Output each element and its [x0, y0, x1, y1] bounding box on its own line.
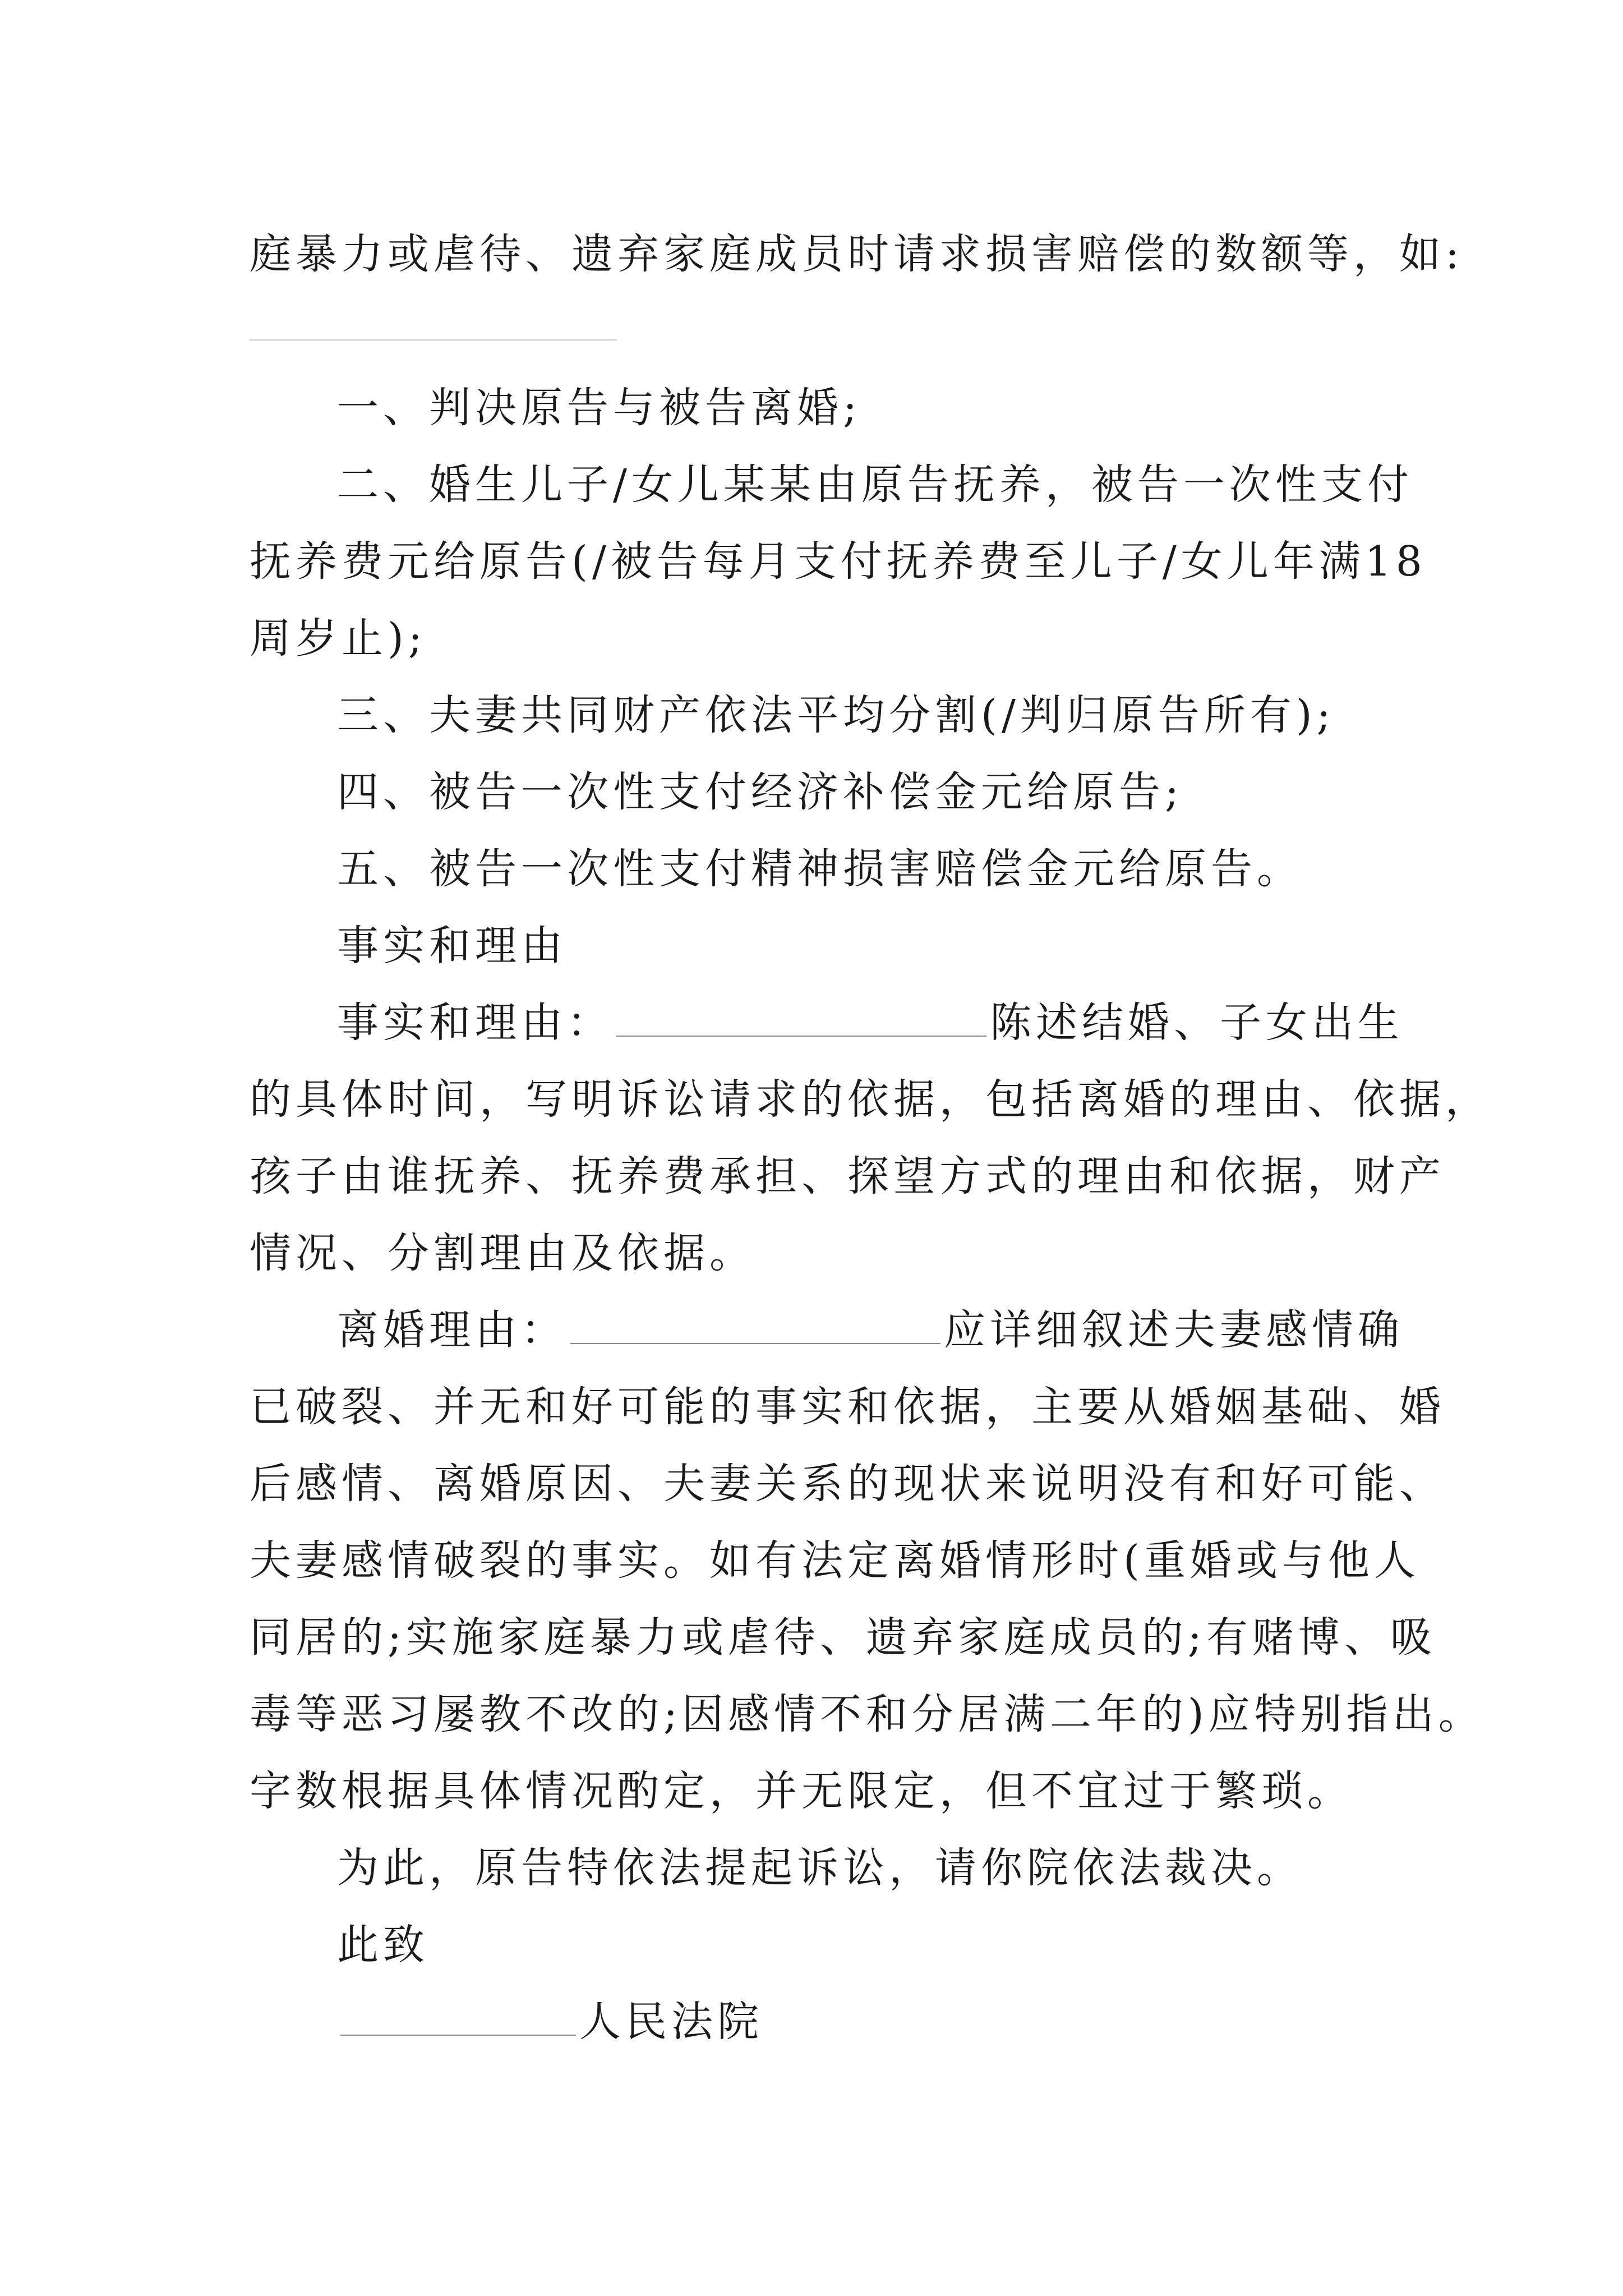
- intro-line: 庭暴力或虐待、遗弃家庭成员时请求损害赔偿的数额等，如:: [250, 230, 1464, 278]
- facts-line: 情况、分割理由及依据。: [250, 1229, 755, 1277]
- reason-line: 已破裂、并无和好可能的事实和依据，主要从婚姻基础、婚: [250, 1383, 1445, 1431]
- facts-line: 的具体时间，写明诉讼请求的依据，包括离婚的理由、依据，: [250, 1075, 1491, 1124]
- reason-line: 毒等恶习屡教不改的;因感情不和分居满二年的)应特别指出。: [250, 1690, 1484, 1738]
- claim-item-2-cont: 周岁止);: [250, 614, 427, 662]
- closing-line: 为此，原告特依法提起诉讼，请你院依法裁决。: [337, 1844, 1303, 1892]
- facts-after-blank: 陈述结婚、子女出生: [990, 999, 1404, 1047]
- facts-line: 孩子由谁抚养、抚养费承担、探望方式的理由和依据，财产: [250, 1152, 1445, 1200]
- facts-first-line: [250, 984, 1404, 1061]
- claim-item-5: 五、被告一次性支付精神损害赔偿金元给原告。: [337, 845, 1303, 893]
- spacer: [250, 293, 1388, 370]
- reason-after-blank: 应详细叙述夫妻感情确: [944, 1306, 1404, 1354]
- claim-item-3: 三、夫妻共同财产依法平均分割(/判归原告所有);: [337, 691, 1335, 739]
- claim-item-2-cont: 抚养费元给原告(/被告每月支付抚养费至儿子/女儿年满18: [250, 537, 1427, 586]
- reason-line: 字数根据具体情况酌定，并无限定，但不宜过于繁琐。: [250, 1767, 1353, 1815]
- claim-item-4: 四、被告一次性支付经济补偿金元给原告;: [337, 768, 1183, 816]
- reason-line: 同居的;实施家庭暴力或虐待、遗弃家庭成员的;有赌博、吸: [250, 1613, 1436, 1662]
- reason-blank-field[interactable]: [570, 1309, 940, 1344]
- claim-item-1: 一、判决原告与被告离婚;: [337, 384, 861, 432]
- court-suffix: 人民法院: [579, 1998, 763, 2046]
- court-line: [250, 1984, 1388, 2060]
- reason-label: 离婚理由：: [337, 1306, 567, 1354]
- document-body: [250, 216, 1491, 2060]
- facts-blank-field[interactable]: [616, 1002, 986, 1037]
- court-name-blank-field[interactable]: [340, 2001, 576, 2036]
- facts-label: 事实和理由：: [337, 999, 613, 1047]
- reason-line: 夫妻感情破裂的事实。如有法定离婚情形时(重婚或与他人: [250, 1536, 1420, 1585]
- facts-heading: 事实和理由: [337, 922, 567, 970]
- salutation: 此致: [337, 1921, 429, 1969]
- reason-first-line: [250, 1292, 1404, 1369]
- claim-item-2: 二、婚生儿子/女儿某某由原告抚养，被告一次性支付: [337, 461, 1413, 509]
- reason-line: 后感情、离婚原因、夫妻关系的现状来说明没有和好可能、: [250, 1460, 1445, 1508]
